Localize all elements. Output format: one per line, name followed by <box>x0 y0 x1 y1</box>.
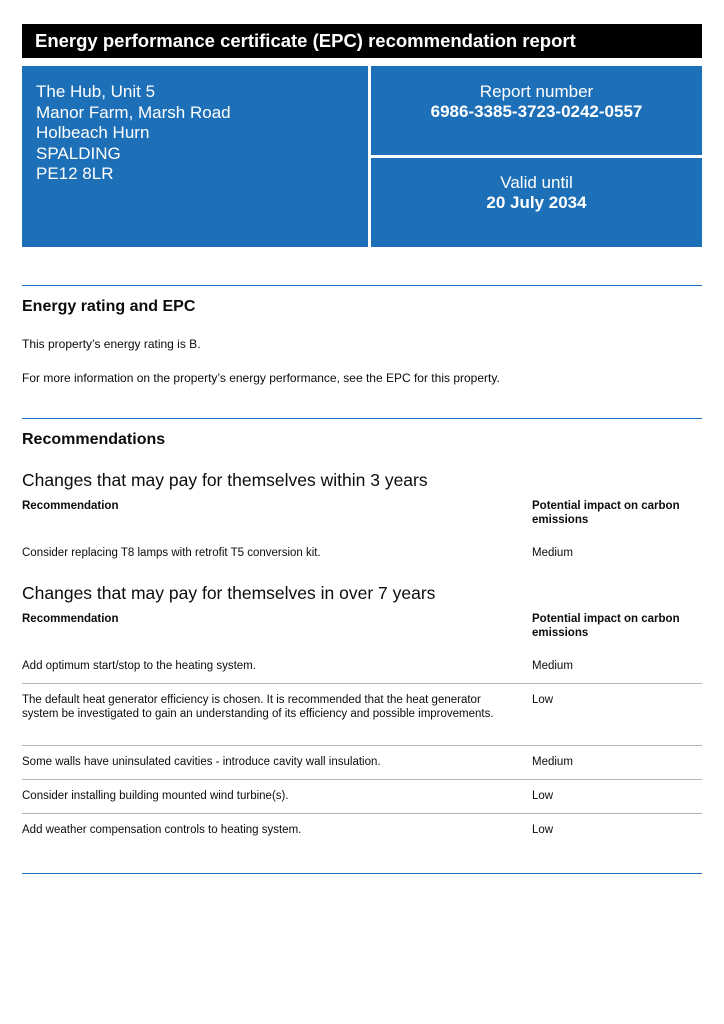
group-heading: Changes that may pay for themselves within 3 years <box>22 470 428 490</box>
recommendation-text: Add weather compensation controls to heating system. <box>22 824 302 836</box>
report-number-label: Report number <box>479 82 594 101</box>
recommendation-text: Add optimum start/stop to the heating system. <box>22 660 256 672</box>
column-header-impact: Potential impact on carbon emissions <box>532 500 680 526</box>
property-address <box>22 66 368 247</box>
group-heading: Changes that may pay for themselves in over 7 years <box>22 583 436 603</box>
impact-value: Low <box>532 824 554 836</box>
impact-value: Low <box>532 790 554 802</box>
row-divider <box>22 683 702 684</box>
impact-value: Low <box>532 694 554 706</box>
impact-value: Medium <box>532 756 573 768</box>
address-line: SPALDING <box>36 143 121 163</box>
property-summary <box>22 66 702 247</box>
column-header-recommendation: Recommendation <box>22 613 119 625</box>
energy-rating-heading: Energy rating and EPC <box>22 298 196 315</box>
energy-rating-text: This property’s energy rating is B. <box>22 337 201 351</box>
epc-info-text: For more information on the property’s energy performance, see the EPC for this property. <box>22 371 500 385</box>
address-line: The Hub, Unit 5 <box>36 82 156 101</box>
address-line: Manor Farm, Marsh Road <box>36 102 231 122</box>
recommendation-text: Consider replacing T8 lamps with retrofit T5 conversion kit. <box>22 547 321 559</box>
recommendation-text: The default heat generator efficiency is chosen. It is recommended that the heat generator system be investigated to gain an understanding of its efficiency and possible improvements. <box>22 694 494 720</box>
section-divider <box>22 285 702 286</box>
row-divider <box>22 745 702 746</box>
address-line: Holbeach Hurn <box>36 123 150 142</box>
row-divider <box>22 779 702 780</box>
recommendation-text: Some walls have uninsulated cavities - introduce cavity wall insulation. <box>22 756 381 768</box>
valid-until <box>371 173 702 213</box>
row-divider <box>22 813 702 814</box>
recommendations-heading: Recommendations <box>22 431 166 448</box>
report-number <box>371 82 702 122</box>
address-postcode: PE12 8LR <box>36 164 114 183</box>
column-header-impact: Potential impact on carbon emissions <box>532 613 680 639</box>
summary-divider <box>371 155 702 158</box>
page-title: Energy performance certificate (EPC) recommendation report <box>22 24 702 58</box>
recommendation-text: Consider installing building mounted wind turbine(s). <box>22 790 289 802</box>
report-number-value: 6986-3385-3723-0242-0557 <box>430 102 643 121</box>
section-divider <box>22 873 702 874</box>
impact-value: Medium <box>532 547 573 559</box>
valid-until-label: Valid until <box>500 173 573 192</box>
column-header-recommendation: Recommendation <box>22 500 119 512</box>
section-divider <box>22 418 702 419</box>
impact-value: Medium <box>532 660 573 672</box>
valid-until-value: 20 July 2034 <box>486 193 587 212</box>
